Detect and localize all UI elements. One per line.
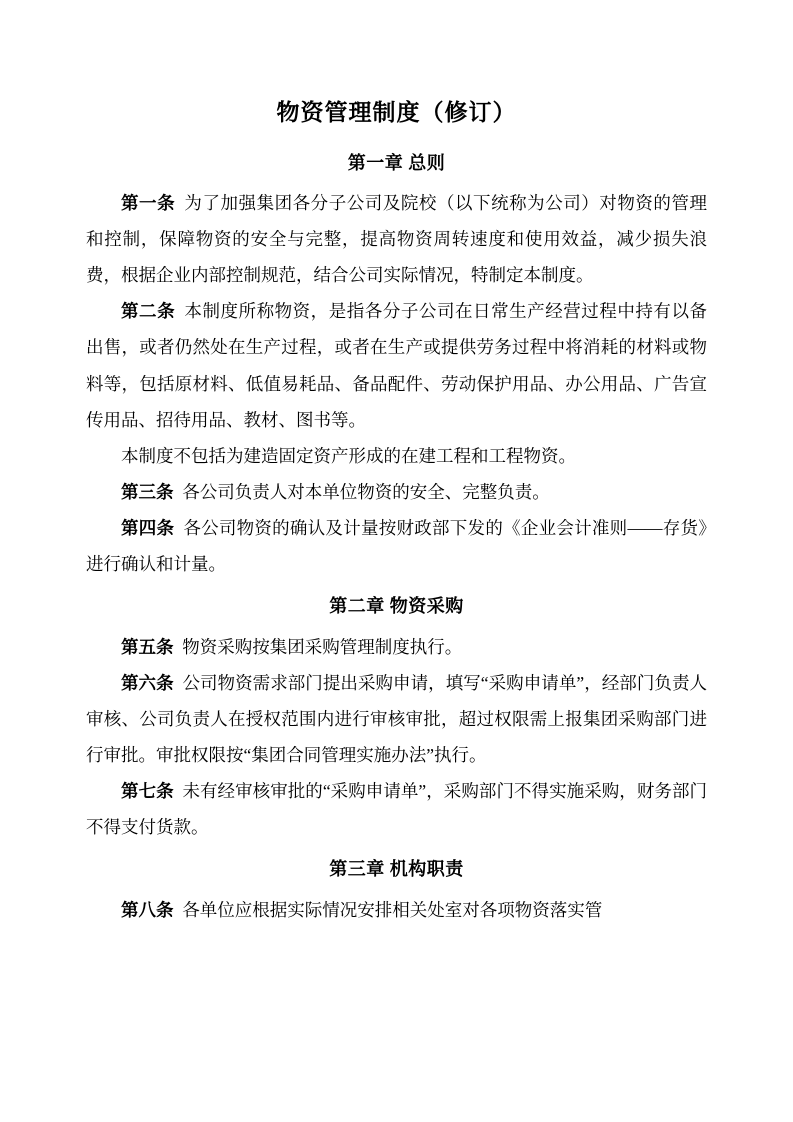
chapter-heading: 第一章 总则: [347, 152, 446, 173]
article-number: 第四条: [121, 517, 175, 538]
paragraph: [86, 892, 707, 928]
chapter-heading: 第二章 物资采购: [329, 595, 464, 616]
paragraph-text: 各公司负责人对本单位物资的安全、完整负责。: [182, 481, 550, 502]
paragraph: [86, 665, 707, 773]
article-number: 第七条: [121, 780, 174, 801]
article-number: 第六条: [121, 672, 174, 693]
paragraph-text: 本制度所称物资，是指各分子公司在日常生产经营过程中持有以备出售，或者仍然处在生产过程，或者在生产或提供劳务过程中将消耗的材料或物料等，包括原材料、低值易耗品、备品配件、劳动保护用品、办公用品、广告宣传用品、招待用品、教材、图书等。: [86, 301, 708, 430]
paragraph-text: 未有经审核审批的“采购申请单”，采购部门不得实施采购，财务部门不得支付货款。: [86, 780, 707, 837]
document-body: [86, 149, 707, 928]
article-number: 第八条: [121, 899, 174, 920]
paragraph-text: 本制度不包括为建造固定资产形成的在建工程和工程物资。: [121, 445, 576, 466]
article-number: 第二条: [121, 301, 176, 322]
paragraph: [86, 474, 707, 510]
paragraph-text: 公司物资需求部门提出采购申请，填写“采购申请单”，经部门负责人审核、公司负责人在授权范围内进行审核审批，超过权限需上报集团采购部门进行审批。审批权限按“集团合同管理实施办法”执行。: [86, 672, 707, 765]
paragraph-text: 物资采购按集团采购管理制度执行。: [182, 636, 463, 657]
paragraph: [86, 510, 707, 582]
paragraph: [86, 629, 707, 665]
paragraph: [86, 438, 707, 474]
article-number: 第五条: [121, 636, 174, 657]
paragraph: [86, 185, 707, 293]
article-number: 第三条: [121, 481, 174, 502]
page-title: 物资管理制度（修订）: [276, 100, 517, 125]
paragraph: [86, 773, 707, 845]
paragraph-text: 为了加强集团各分子公司及院校（以下统称为公司）对物资的管理和控制，保障物资的安全与完整，提高物资周转速度和使用效益，减少损失浪费，根据企业内部控制规范，结合公司实际情况，特制定本制度。: [86, 193, 708, 286]
paragraph-text: 各公司物资的确认及计量按财政部下发的《企业会计准则——存货》进行确认和计量。: [86, 517, 707, 574]
paragraph: [86, 293, 707, 437]
article-number: 第一条: [121, 193, 176, 214]
chapter-heading: 第三章 机构职责: [329, 858, 464, 879]
paragraph-text: 各单位应根据实际情况安排相关处室对各项物资落实管: [182, 899, 603, 920]
